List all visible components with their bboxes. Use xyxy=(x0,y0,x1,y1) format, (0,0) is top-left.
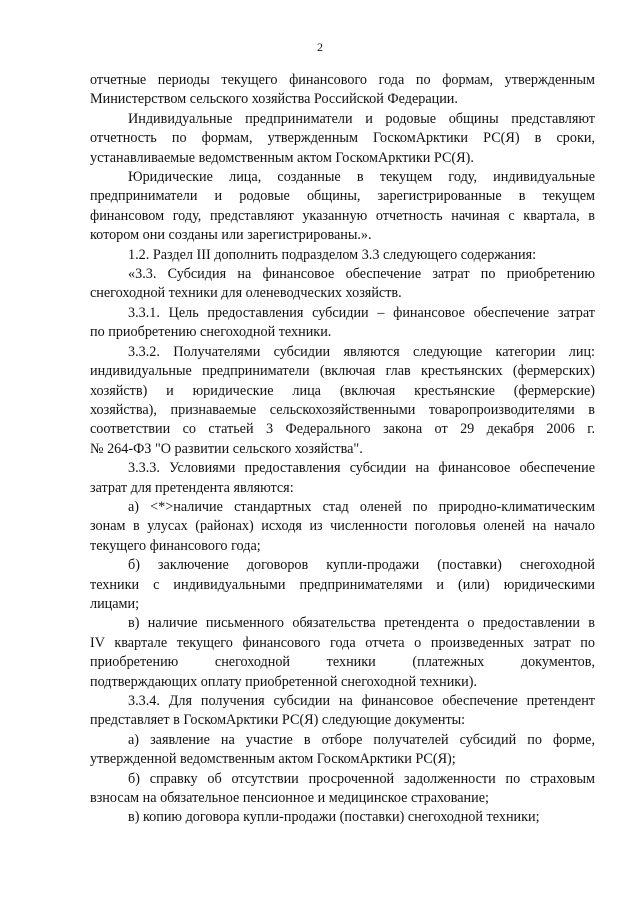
text-line: затрат для претендента являются: xyxy=(90,479,294,496)
text-line: 3.3.3. Условиями предоставления субсидии на финансовое обеспечение xyxy=(128,460,595,477)
text-line: IV квартале текущего финансового года отчета о произведенных затрат по xyxy=(90,634,595,651)
text-line: а) заявление на участие в отборе получателей субсидий по форме, xyxy=(128,731,595,748)
text-line: 3.3.1. Цель предоставления субсидии – финансовое обеспечение затрат xyxy=(128,304,595,321)
text-line: котором они созданы или зарегистрированы.». xyxy=(90,227,372,244)
text-line: 1.2. Раздел III дополнить подразделом 3.3 следующего содержания: xyxy=(128,246,537,263)
text-line: отчетность по формам, утвержденным ГоскомАрктики РС(Я) в сроки, xyxy=(90,130,595,147)
text-line: зонам в улусах (районах) исходя из численности поголовья оленей на начало xyxy=(90,518,595,535)
text-line: в) наличие письменного обязательства претендента о предоставлении в xyxy=(128,615,595,632)
text-line: в) копию договора купли-продажи (поставки) снегоходной техники; xyxy=(128,809,540,826)
text-line: текущего финансового года; xyxy=(90,537,261,554)
text-line: соответствии со статьей 3 Федерального закона от 29 декабря 2006 г. xyxy=(90,421,595,438)
text-line: б) справку об отсутствии просроченной задолженности по страховым xyxy=(128,770,595,787)
text-line: № 264-ФЗ "О развитии сельского хозяйства". xyxy=(90,440,363,457)
page-number: 2 xyxy=(317,40,323,54)
text-line: снегоходной техники для оленеводческих хозяйств. xyxy=(90,285,402,302)
text-line: отчетные периоды текущего финансового года по формам, утвержденным xyxy=(90,72,595,88)
text-line: Министерством сельского хозяйства Российской Федерации. xyxy=(90,91,458,108)
text-line: «3.3. Субсидия на финансовое обеспечение затрат по приобретению xyxy=(128,266,595,283)
text-line: предприниматели и родовые общины, зарегистрированные в текущем xyxy=(90,188,595,205)
text-line: индивидуальные предприниматели (включая глав крестьянских (фермерских) xyxy=(90,363,595,380)
text-line: лицами; xyxy=(90,595,140,612)
text-line: хозяйства), признаваемые сельскохозяйственными товаропроизводителями в xyxy=(90,401,595,418)
text-line: хозяйств) и юридические лица (включая крестьянские (фермерские) xyxy=(90,382,595,399)
text-line: 3.3.2. Получателями субсидии являются следующие категории лиц: xyxy=(128,343,595,360)
text-line: Юридические лица, созданные в текущем году, индивидуальные xyxy=(128,169,595,186)
text-line: финансовом году, представляют указанную отчетность начиная с квартала, в xyxy=(90,207,595,224)
text-line: б) заключение договоров купли-продажи (поставки) снегоходной xyxy=(128,557,595,574)
text-line: представляет в ГоскомАрктики РС(Я) следующие документы: xyxy=(90,712,466,729)
document-body xyxy=(90,71,595,828)
text-line: 3.3.4. Для получения субсидии на финансовое обеспечение претендент xyxy=(128,693,595,709)
text-line: устанавливаемые ведомственным актом ГоскомАрктики РС(Я). xyxy=(90,149,474,166)
text-line: техники с индивидуальными предпринимателями и (или) юридическими xyxy=(90,576,595,593)
text-line: утвержденной ведомственным актом ГоскомАрктики РС(Я); xyxy=(90,751,456,768)
text-line: взносам на обязательное пенсионное и медицинское страхование; xyxy=(90,790,489,807)
text-line: Индивидуальные предприниматели и родовые общины представляют xyxy=(128,110,595,127)
text-line: по приобретению снегоходной техники. xyxy=(90,324,332,341)
text-line: подтверждающих оплату приобретенной снегоходной техники). xyxy=(90,673,478,690)
text-line: приобретению снегоходной техники (платежных документов, xyxy=(90,654,595,671)
text-line: а) <*>наличие стандартных стад оленей по природно-климатическим xyxy=(128,498,595,515)
